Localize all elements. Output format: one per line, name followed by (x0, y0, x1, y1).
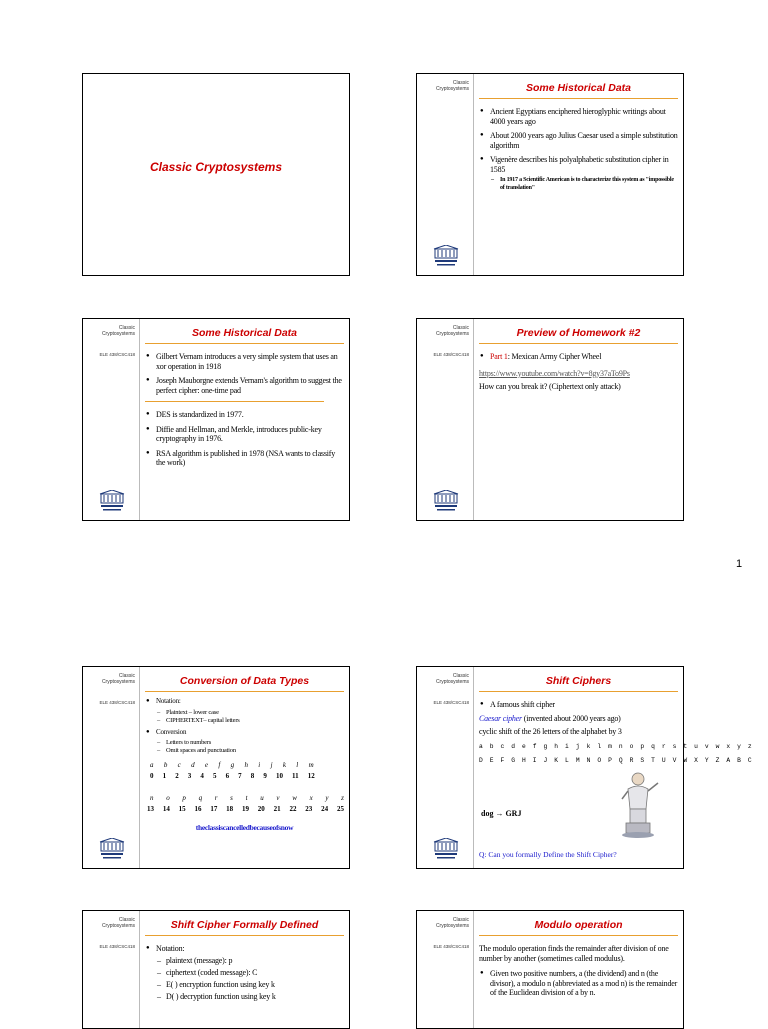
modulo-definition: The modulo operation finds the remainder after division of one number by another (sometimes called modulus). (479, 944, 669, 963)
slide-data-conversion (82, 666, 350, 869)
slide-historical-data-1 (416, 73, 684, 276)
sub-bullet-item: – D( ) decryption function using key k (156, 991, 344, 1003)
title-divider (479, 343, 678, 344)
course-code: ELE 438/CSC418 (433, 700, 469, 705)
caesar-line: Caesar cipher (invented about 2000 years ago) (479, 713, 621, 723)
course-name: Classic Cryptosystems (101, 673, 135, 685)
letter-row-1: a b c d e f g h i j k l m (150, 761, 314, 769)
university-logo-icon (98, 490, 126, 512)
sub-bullet-item: – E( ) encryption function using key k (156, 979, 344, 991)
course-code: ELE 438/CSC418 (99, 352, 135, 357)
letter-row-2: n o p q r s t u v w x y z (150, 794, 344, 802)
page-number: 1 (736, 558, 743, 570)
bullet-item: ● Vigenère describes his polyalphabetic substitution cipher in 1585 – In 1917 a Scientific American is to characterize this system as "impossible of translation" (479, 155, 678, 192)
university-logo-icon (432, 245, 460, 267)
slide-shift-formal (82, 910, 350, 1029)
slide-sidebar (417, 667, 474, 868)
homework-question: How can you break it? (Ciphertext only attack) (479, 381, 621, 391)
title-divider (145, 935, 344, 936)
course-name: Classic Cryptosystems (435, 673, 469, 685)
course-name: Classic Cryptosystems (435, 80, 469, 92)
slide-heading: Some Historical Data (191, 327, 298, 339)
shift-question: Q: Can you formally Define the Shift Cipher? (479, 850, 617, 859)
title-divider (145, 343, 344, 344)
shift-example: dog → GRJ (481, 809, 522, 818)
sub-bullet-item: – Plaintext – lower case (156, 709, 344, 717)
sub-bullet-item: – CIPHERTEXT– capital letters (156, 717, 344, 725)
bullet-item: ● A famous shift cipher (479, 700, 678, 710)
course-code: ELE 438/CSC418 (433, 944, 469, 949)
title-divider (479, 691, 678, 692)
title-divider (145, 691, 344, 692)
course-code: ELE 438/CSC418 (99, 944, 135, 949)
slide-sidebar (417, 74, 474, 275)
sub-bullet-item: – plaintext (message): p (156, 955, 344, 967)
number-row-2: 13 14 15 16 17 18 19 20 21 22 23 24 25 (147, 805, 344, 813)
bullet-item: ● DES is standardized in 1977. (145, 410, 344, 420)
course-name: Classic Cryptosystems (101, 325, 135, 337)
bullet-item: ● Diffie and Hellman, and Merkle, introduces public-key cryptography in 1976. (145, 425, 344, 444)
shift-description: cyclic shift of the 26 letters of the alphabet by 3 (479, 726, 622, 736)
course-code: ELE 438/CSC418 (99, 700, 135, 705)
caesar-statue-icon (618, 769, 662, 839)
slide-title-text: Classic Cryptosystems (149, 160, 283, 174)
bullet-item: ● Conversion – Letters to numbers – Omit spaces and punctuation (145, 728, 344, 756)
slide-sidebar (83, 319, 140, 520)
title-divider (479, 935, 678, 936)
course-code: ELE 438/CSC418 (433, 352, 469, 357)
bullet-item: ● About 2000 years ago Julius Caesar used a simple substitution algorithm (479, 131, 678, 150)
slide-heading: Modulo operation (534, 919, 623, 931)
example-plaintext: theclassiscancelledbecauseofsnow (195, 823, 294, 832)
slide-heading: Some Historical Data (525, 82, 632, 94)
course-name: Classic Cryptosystems (435, 917, 469, 929)
bullet-item: ● Notation: – Plaintext – lower case – CIPHERTEXT– capital letters (145, 697, 344, 725)
slide-homework-preview (416, 318, 684, 521)
slide-shift-ciphers (416, 666, 754, 869)
slide-heading: Shift Ciphers (545, 675, 612, 687)
ciphertext-alphabet: D E F G H I J K L M N O P Q R S T U V W X Y Z A B C (479, 756, 754, 764)
bullet-item: ● Ancient Egyptians enciphered hieroglyphic writings about 4000 years ago (479, 107, 678, 126)
bullet-item: ● Given two positive numbers, a (the dividend) and n (the divisor), a modulo n (abbreviated as a mod n) is the remainder of the Euclidean division of a by n. (479, 969, 678, 998)
sub-bullet-item: – ciphertext (coded message): C (156, 967, 344, 979)
bullet-item: ● Notation: – plaintext (message): p – ciphertext (coded message): C – E( ) encryption function using key k – D( ) decryption function using key k (145, 944, 344, 1003)
slide-heading: Conversion of Data Types (179, 675, 310, 687)
slide-title (82, 73, 350, 276)
course-name: Classic Cryptosystems (435, 325, 469, 337)
slide-heading: Shift Cipher Formally Defined (170, 919, 319, 931)
bullet-item: ● Joseph Mauborgne extends Vernam's algorithm to suggest the perfect cipher: one-time pad (145, 376, 344, 395)
slide-sidebar (83, 911, 140, 1028)
title-divider (479, 98, 678, 99)
slide-sidebar (417, 911, 474, 1028)
bullet-item: ● Part 1: Mexican Army Cipher Wheel (479, 352, 678, 362)
course-name: Classic Cryptosystems (101, 917, 135, 929)
plaintext-alphabet: a b c d e f g h i j k l m n o p q r s t u v w x y z (479, 742, 754, 750)
sub-bullet-item: – In 1917 a Scientific American is to characterize this system as "impossible of translation" (490, 176, 678, 192)
slide-heading: Preview of Homework #2 (516, 327, 641, 339)
youtube-link[interactable]: https://www.youtube.com/watch?v=8gy37aTo9Ps (479, 368, 630, 378)
university-logo-icon (432, 838, 460, 860)
sub-bullet-item: – Letters to numbers (156, 739, 344, 747)
slide-sidebar (83, 667, 140, 868)
slide-modulo (416, 910, 684, 1029)
university-logo-icon (432, 490, 460, 512)
bullet-item: ● Gilbert Vernam introduces a very simple system that uses an xor operation in 1918 (145, 352, 344, 371)
slide-historical-data-2 (82, 318, 350, 521)
bullet-item: ● RSA algorithm is published in 1978 (NSA wants to classify the work) (145, 449, 344, 468)
section-divider (145, 401, 324, 402)
number-row-1: 0 1 2 3 4 5 6 7 8 9 10 11 12 (150, 772, 315, 780)
university-logo-icon (98, 838, 126, 860)
sub-bullet-item: – Omit spaces and punctuation (156, 747, 344, 755)
slide-sidebar (417, 319, 474, 520)
part-label: Part 1 (490, 352, 508, 361)
